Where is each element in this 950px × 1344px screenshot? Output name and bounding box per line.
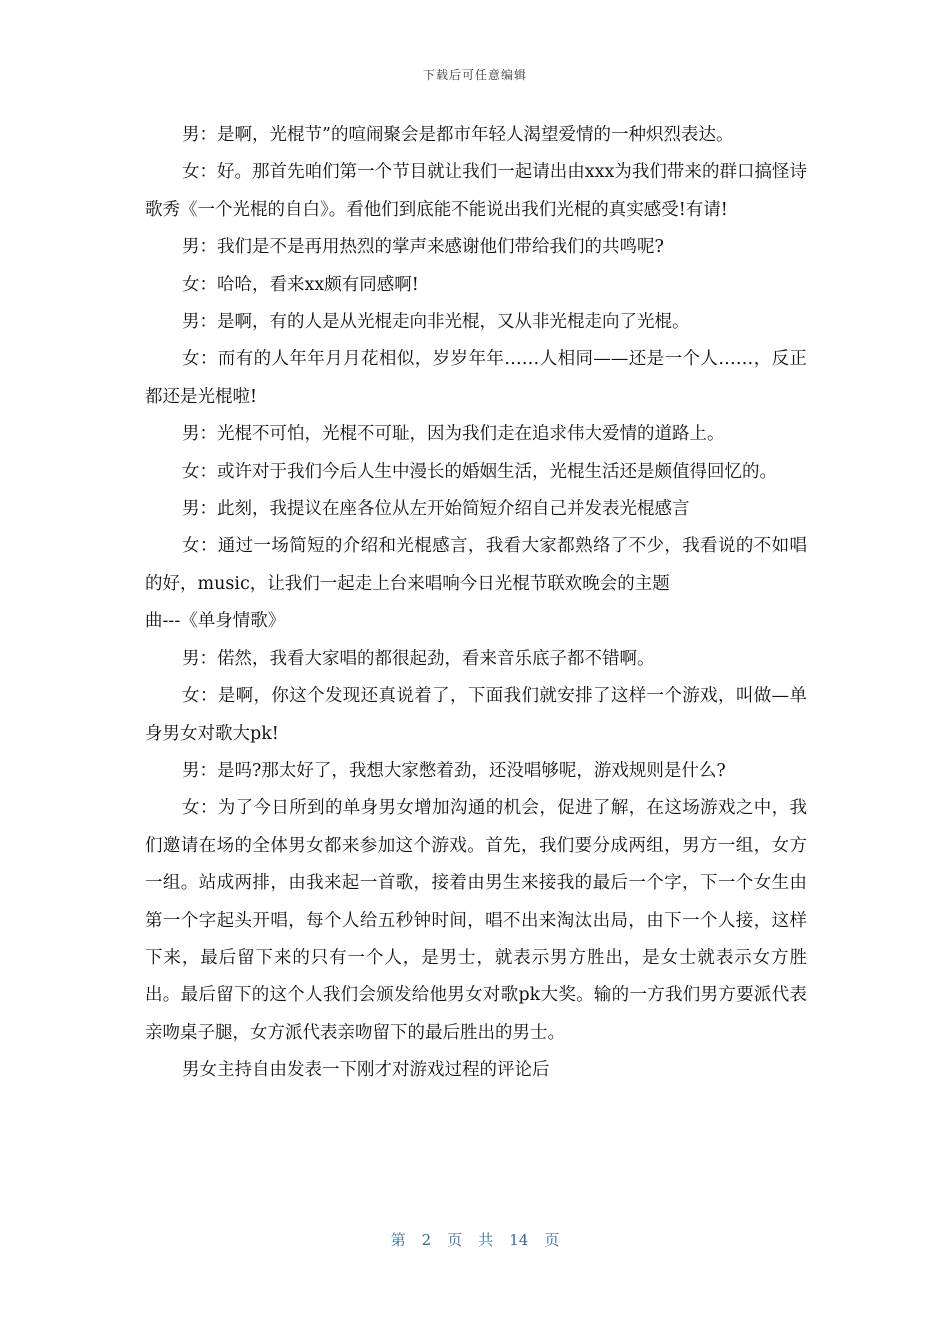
paragraph: 女：好。那首先咱们第一个节目就让我们一起请出由xxx为我们带来的群口搞怪诗歌秀《一个光棍的自白》。看他们到底能不能说出我们光棍的真实感受!有请! xyxy=(145,162,807,220)
paragraph: 女：通过一场简短的介绍和光棍感言，我看大家都熟络了不少，我看说的不如唱的好，music，让我们一起走上台来唱响今日光棍节联欢晚会的主题 xyxy=(145,536,807,594)
paragraph: 男：是吗?那太好了，我想大家憋着劲，还没唱够呢，游戏规则是什么? xyxy=(182,760,726,781)
paragraph: 男：我们是不是再用热烈的掌声来感谢他们带给我们的共鸣呢? xyxy=(182,237,664,258)
paragraph: 女：为了今日所到的单身男女增加沟通的机会，促进了解，在这场游戏之中，我们邀请在场的全体男女都来参加这个游戏。首先，我们要分成两组，男方一组，女方一组。站成两排，由我来起一首歌，接着由男生来接我的最后一个字，下一个女生由第一个字起头开唱，每个人给五秒钟时间，唱不出来淘汰出局，由下一个人接，这样下来，最后留下来的只有一个人，是男士，就表示男方胜出，是女士就表示女方胜出。最后留下的这个人我们会颁发给他男女对歌pk大奖。输的一方我们男方要派代表亲吻桌子腿，女方派代表亲吻留下的最后胜出的男士。 xyxy=(145,798,807,1043)
page-header-note: 下载后可任意编辑 xyxy=(422,68,527,82)
footer-total-pages: 14 xyxy=(509,1231,529,1249)
paragraph: 曲---《单身情歌》 xyxy=(145,611,286,632)
footer-di: 第 xyxy=(390,1231,406,1249)
paragraph: 女：而有的人年年月月花相似，岁岁年年……人相同——还是一个人……，反正都还是光棍啦! xyxy=(145,349,807,407)
paragraph: 男：偌然，我看大家唱的都很起劲，看来音乐底子都不错啊。 xyxy=(182,648,655,669)
paragraph: 女：哈哈，看来xx颇有同感啊! xyxy=(182,274,419,295)
page-number-footer xyxy=(0,1229,950,1250)
footer-ye2: 页 xyxy=(544,1231,560,1249)
paragraph: 男：此刻，我提议在座各位从左开始简短介绍自己并发表光棍感言 xyxy=(182,499,690,520)
paragraph: 男：光棍不可怕，光棍不可耻，因为我们走在追求伟大爱情的道路上。 xyxy=(182,424,725,445)
paragraph: 男女主持自由发表一下刚才对游戏过程的评论后 xyxy=(182,1060,550,1081)
paragraph: 男：是啊，有的人是从光棍走向非光棍，又从非光棍走向了光棍。 xyxy=(182,312,690,333)
paragraph: 女：是啊，你这个发现还真说着了，下面我们就安排了这样一个游戏，叫做—单身男女对歌大pk! xyxy=(145,686,807,744)
footer-gong: 共 xyxy=(478,1231,494,1249)
footer-ye: 页 xyxy=(447,1231,463,1249)
paragraph: 女：或许对于我们今后人生中漫长的婚姻生活，光棍生活还是颇值得回忆的。 xyxy=(182,461,777,482)
paragraph: 男：是啊，光棍节”的喧闹聚会是都市年轻人渴望爱情的一种炽烈表达。 xyxy=(182,125,734,145)
document-body xyxy=(145,117,807,1090)
footer-current-page: 2 xyxy=(421,1231,432,1249)
